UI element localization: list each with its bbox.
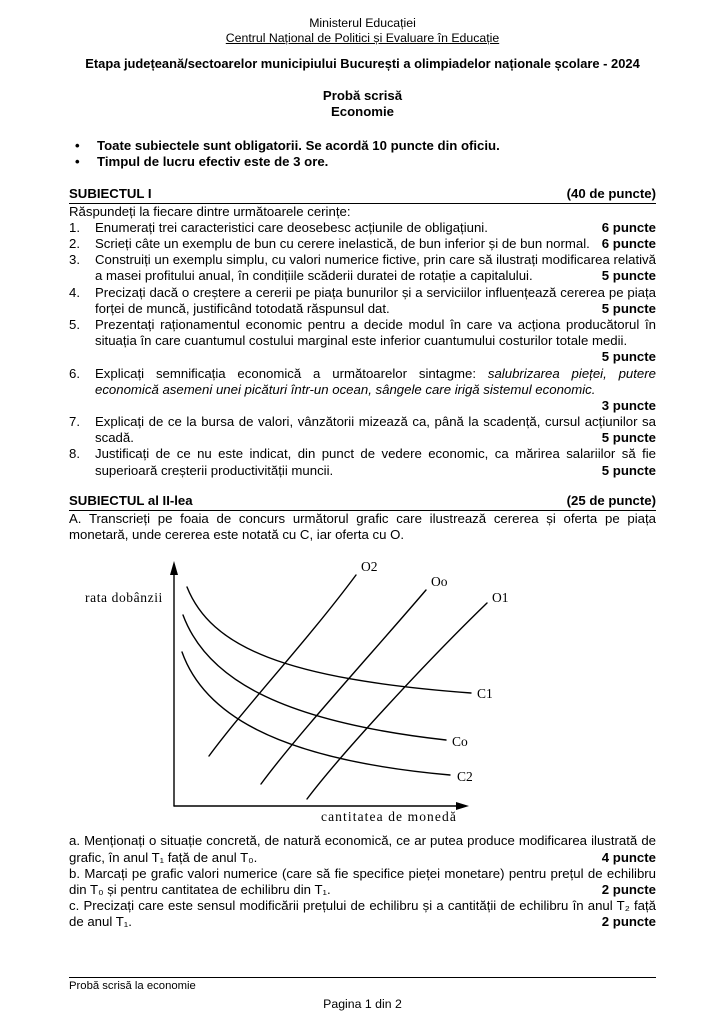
item-text: Precizați care este sensul modificării prețului de echilibru și a cantității de echilibru în anul T₂ față de anul T₁.	[69, 898, 656, 930]
item-number: 4.	[69, 284, 80, 300]
item-points: 2 puncte	[601, 881, 656, 897]
item-number: 7.	[69, 414, 80, 430]
curve-label-C2: C2	[457, 769, 473, 785]
graph-container	[69, 549, 656, 831]
subject2-heading	[69, 493, 656, 511]
item-body	[95, 366, 656, 415]
x-axis-arrow-icon	[456, 802, 469, 810]
question-item-5	[69, 317, 656, 366]
page-footer	[69, 977, 656, 1012]
item-text: Explicați semnificația economică a următoarelor sintagme:	[95, 365, 488, 381]
curve-label-Oo: Oo	[431, 574, 448, 590]
question-item-c	[69, 898, 656, 930]
item-body	[95, 220, 656, 236]
demand-curve-C2	[182, 652, 450, 775]
item-body	[95, 446, 656, 478]
question-item-7	[69, 414, 656, 446]
item-points: 6 puncte	[601, 219, 656, 235]
x-axis-label: cantitatea de monedă	[321, 809, 457, 825]
question-item-8	[69, 446, 656, 478]
subject2-intro: A. Transcrieți pe foaia de concurs următorul grafic care ilustrează cererea și oferta pe piața monetară, unde cererea este notată cu C, iar oferta cu O.	[69, 510, 656, 543]
exam-title: Etapa județeană/sectoarelor municipiului București a olimpiadelor naționale școlare - 2024	[85, 56, 640, 72]
y-axis-label: rata dobânzii	[85, 590, 163, 606]
curve-label-O1: O1	[492, 590, 509, 606]
supply-demand-graph	[69, 549, 529, 827]
note-item	[69, 138, 656, 154]
item-number: 8.	[69, 446, 80, 462]
institution-name: Centrul Național de Politici și Evaluare în Educație	[225, 31, 500, 46]
item-text: Construiți un exemplu simplu, cu valori numerice fictive, prin care să ilustrați modificarea relativă a masei profitului anual, în condițiile scăderii duratei de rotație a capitalului.	[95, 252, 656, 284]
item-points: 2 puncte	[601, 914, 656, 930]
document-header	[69, 16, 656, 46]
bullet-icon: •	[75, 154, 80, 170]
item-body	[95, 317, 656, 366]
supply-curve-O2	[209, 575, 356, 756]
item-text: Marcați pe grafic valori numerice (care să fie specifice pieței monetare) pentru prețul de echilibru din T₀ și pentru cantitatea de echilibru din T₁.	[69, 865, 656, 897]
subject1-heading	[69, 186, 656, 204]
demand-curve-C1	[187, 587, 471, 693]
exam-discipline: Economie	[330, 104, 395, 120]
subject1-title: SUBIECTUL I	[69, 185, 152, 201]
item-points: 5 puncte	[601, 462, 656, 478]
item-body	[95, 414, 656, 446]
question-item-b	[69, 866, 656, 898]
ministry-name: Ministerul Educației	[309, 16, 416, 30]
curve-label-C1: C1	[477, 686, 493, 702]
demand-curve-Co	[183, 615, 446, 740]
question-item-a	[69, 833, 656, 865]
item-points: 5 puncte	[601, 349, 656, 365]
item-points: 3 puncte	[601, 397, 656, 413]
item-points: 5 puncte	[601, 268, 656, 284]
y-axis-arrow-icon	[170, 561, 178, 575]
item-text: Menționați o situație concretă, de natură economică, ce ar putea produce modificarea ilustrată de grafic, în anul T₁ față de anul T₀.	[69, 833, 656, 865]
question-item-6	[69, 366, 656, 415]
item-text: Justificați de ce nu este indicat, din punct de vedere economic, ca mărirea salariilor să fie superioară creșterii productivității muncii.	[95, 446, 656, 478]
question-item-2	[69, 236, 656, 252]
subject2-title: SUBIECTUL al II-lea	[69, 492, 193, 508]
question-item-1	[69, 220, 656, 236]
curve-label-Co: Co	[452, 734, 468, 750]
item-letter: c.	[69, 898, 80, 914]
item-text: Explicați de ce la bursa de valori, vânzătorii mizează ca, până la scadență, cursul acțiunilor sa scadă.	[95, 414, 656, 446]
item-body	[95, 285, 656, 317]
subject1-intro: Răspundeți la fiecare dintre următoarele cerințe:	[69, 203, 351, 219]
footer-exam-label: Probă scrisă la economie	[69, 980, 196, 993]
note-text: Toate subiectele sunt obligatorii. Se acordă 10 puncte din oficiu.	[97, 138, 500, 154]
item-number: 2.	[69, 236, 80, 252]
subject2-points: (25 de puncte)	[566, 492, 656, 508]
item-number: 6.	[69, 365, 80, 381]
subject1-points: (40 de puncte)	[566, 185, 656, 201]
item-text: Scrieți câte un exemplu de bun cu cerere inelastică, de bun inferior și de bun normal.	[95, 236, 590, 252]
item-text: Enumerați trei caracteristici care deosebesc acțiunile de obligațiuni.	[95, 219, 488, 235]
item-number: 5.	[69, 316, 80, 332]
general-notes	[69, 138, 656, 170]
item-number: 1.	[69, 219, 80, 235]
question-item-3	[69, 252, 656, 284]
curve-label-O2: O2	[361, 559, 378, 575]
item-points: 5 puncte	[601, 300, 656, 316]
item-letter: a.	[69, 833, 80, 849]
item-text: Prezentați raționamentul economic pentru a decide modul în care va acționa producătorul în situația în care cuantumul costului marginal este inferior cuantumului costurilor totale medii.	[95, 316, 656, 349]
bullet-icon: •	[75, 138, 80, 154]
page-number: Pagina 1 din 2	[323, 996, 402, 1011]
exam-type: Probă scrisă	[322, 87, 403, 103]
item-body	[95, 236, 656, 252]
question-item-4	[69, 285, 656, 317]
item-points: 5 puncte	[601, 430, 656, 446]
item-text: Precizați dacă o creștere a cererii pe piața bunurilor și a serviciilor influențează cererea pe piața forței de muncă, justificând totodată răspunsul dat.	[95, 284, 656, 316]
item-letter: b.	[69, 865, 80, 881]
item-points: 6 puncte	[601, 236, 656, 252]
item-text-italic: salubrizarea pieței, putere economică asemeni unei picături într-un ocean, sângele care irigă sistemul economic.	[95, 365, 656, 397]
item-number: 3.	[69, 252, 80, 268]
note-item	[69, 154, 656, 170]
item-body	[95, 252, 656, 284]
note-text: Timpul de lucru efectiv este de 3 ore.	[97, 154, 329, 170]
item-points: 4 puncte	[601, 849, 656, 865]
exam-subtitle	[69, 88, 656, 120]
